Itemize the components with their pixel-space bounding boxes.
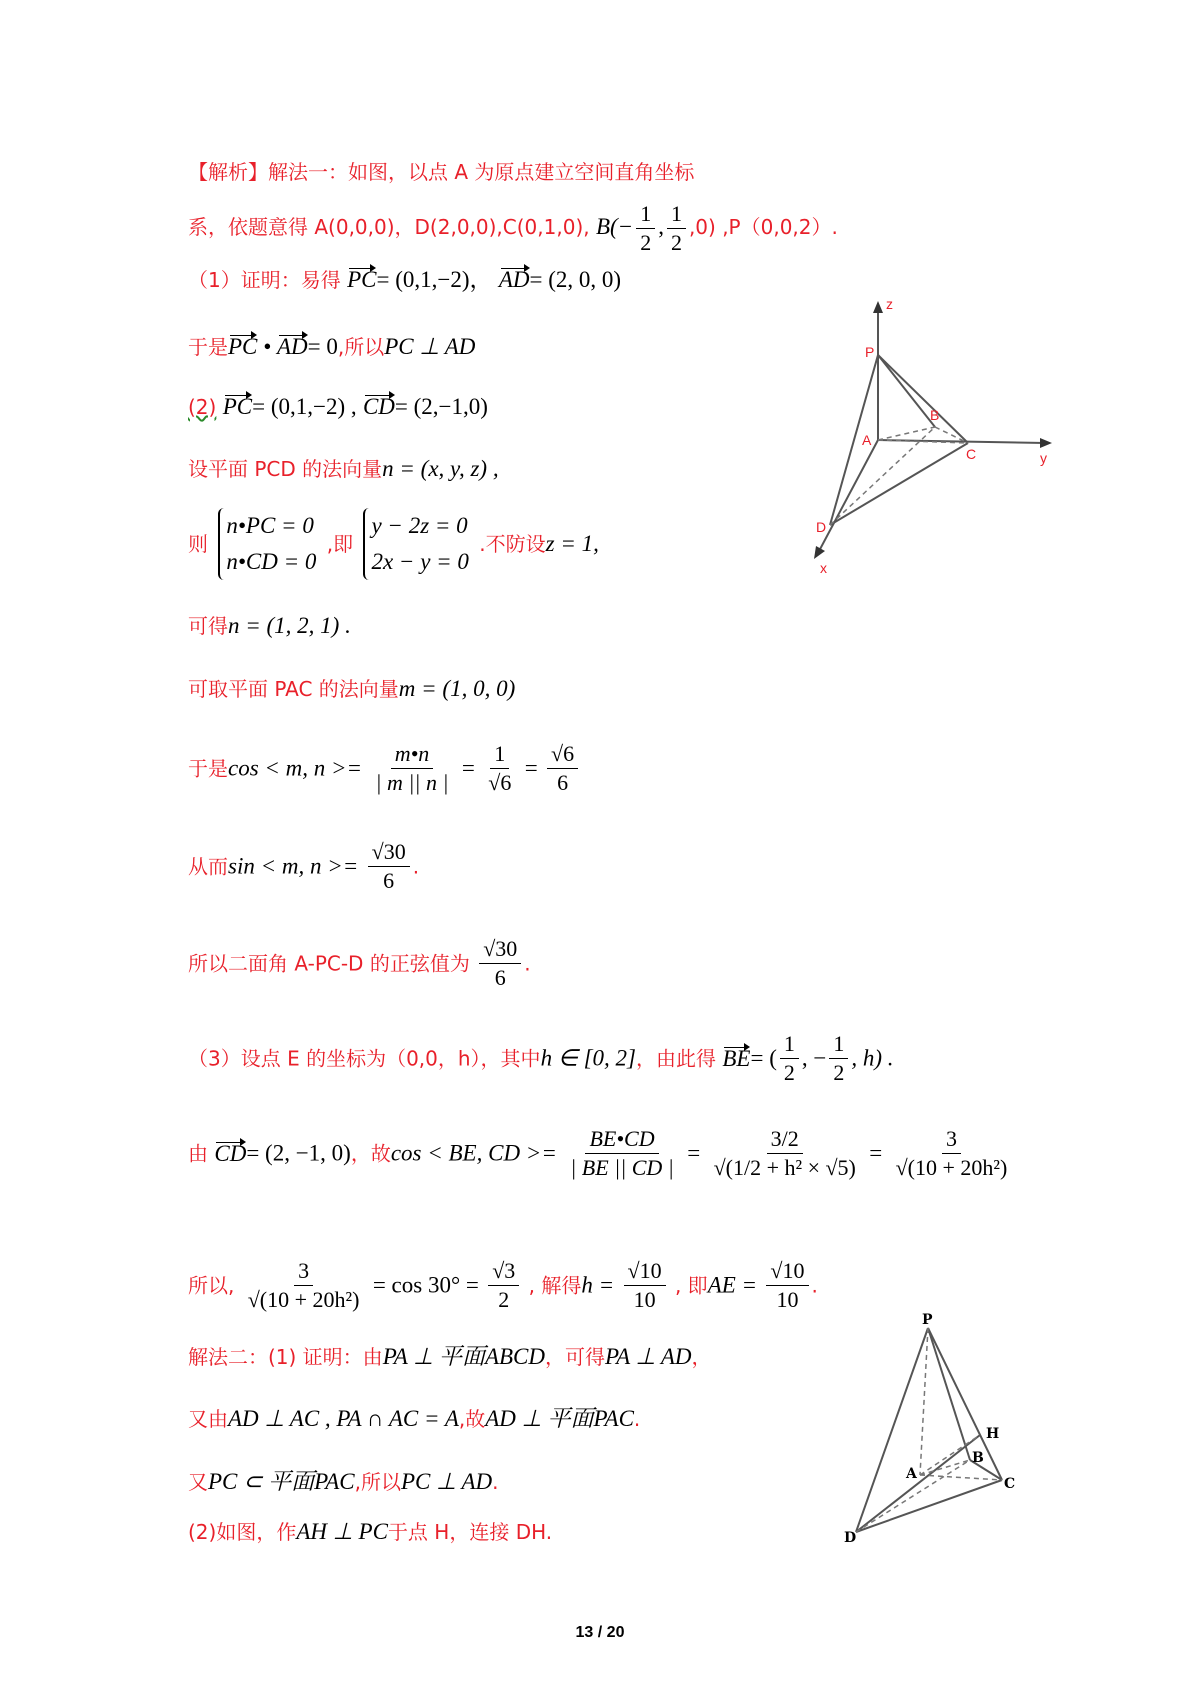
hence-text-2: ,故 <box>458 1407 486 1431</box>
frac-den: √(10 + 20h²) <box>895 1155 1008 1180</box>
pc-subset-plane: PC ⊂ 平面PAC <box>208 1469 355 1494</box>
label-a: A <box>862 432 872 448</box>
frac-den: √6 <box>488 770 512 795</box>
frac-num: √10 <box>766 1257 808 1286</box>
sin-frac <box>368 838 410 895</box>
sys2-eq1: y − 2z = 0 <box>371 513 468 538</box>
normal-m-intro: 可取平面 PAC 的法向量 <box>188 677 399 701</box>
period: . <box>633 1407 641 1431</box>
frac-num: 3 <box>294 1257 313 1286</box>
comma: ， <box>691 1345 712 1369</box>
sin-mn: sin < m, n >= <box>228 853 359 879</box>
also-text: 又由 <box>188 1407 228 1431</box>
pc-in-plane-line <box>188 1468 499 1496</box>
pa-perp-ad: PA ⊥ AD <box>605 1344 692 1369</box>
frac-num: 3/2 <box>767 1125 803 1154</box>
frac-num: m•n <box>391 740 434 769</box>
frac-den: 2 <box>833 1060 845 1085</box>
label-d: D <box>816 519 827 535</box>
n-value: n = (1, 2, 1) . <box>228 613 351 638</box>
cos30: = cos 30° = <box>372 1272 479 1298</box>
frac-num: 1 <box>667 200 686 229</box>
dot-zero: = 0 <box>307 334 338 359</box>
solution-heading <box>188 158 694 186</box>
frac-half-1 <box>636 200 655 257</box>
period: . <box>524 951 531 976</box>
ah-perp-pc: AH ⊥ PC <box>296 1519 388 1544</box>
period: . <box>412 854 420 879</box>
frac-num: √3 <box>488 1257 519 1286</box>
be-open: = ( <box>750 1045 777 1071</box>
label-x: x <box>820 560 827 576</box>
pa-perp-plane: PA ⊥ 平面ABCD <box>382 1344 545 1369</box>
part1-line: （1）证明：易得 PC= (0,1,−2)， AD= (2, 0, 0) <box>188 267 622 292</box>
part2-label: (2) <box>188 395 217 419</box>
hence-text: 从而 <box>188 854 228 879</box>
label-b: B <box>930 407 940 423</box>
z-axis-arrow-icon <box>873 301 883 313</box>
m-value: m = (1, 0, 0) <box>398 676 516 701</box>
frac-den: √(1/2 + h² × √5) <box>713 1155 856 1180</box>
therefore-text-2: 于是 <box>188 756 228 781</box>
h-range: h ∈ [0, 2] <box>540 1045 636 1071</box>
cos-line <box>188 740 581 797</box>
result-n-line <box>188 612 351 640</box>
cos-be-cd-line: 由 CD= (2, −1, 0)，故cos < BE, CD >= $\frac{BE•CD}{| BE || CD |}$ = $\frac{3/2}{\text{√(1/2 + h² × √5)}}$ = $\frac{3}{\text{√(10 + 20h²)}}$ <box>188 1125 1014 1182</box>
vec-cd-value: = (2,−1,0) <box>394 394 488 419</box>
sys1-eq2: n•CD = 0 <box>226 549 317 574</box>
connect-dh: 于点 H，连接 DH. <box>387 1520 553 1544</box>
ae-eq: AE = <box>707 1272 758 1298</box>
so-text-3: ,所以 <box>354 1470 401 1494</box>
solve-h-line <box>188 1257 818 1314</box>
frac-den: 2 <box>783 1060 795 1085</box>
therefore-text: 于是 <box>188 335 228 359</box>
frac-num: 1 <box>490 740 509 769</box>
sys1-eq1: n•PC = 0 <box>226 513 314 538</box>
frac-num: √6 <box>547 740 578 769</box>
label-z: z <box>886 296 893 312</box>
method-two-intro: 解法二：(1) 证明：由 <box>188 1345 383 1369</box>
h-eq: h = <box>581 1272 615 1298</box>
period: . <box>811 1273 818 1298</box>
normal-n-def: n = (x, y, z) , <box>382 456 499 481</box>
equals: = <box>461 755 475 781</box>
period: . <box>492 1470 499 1494</box>
namely-text: ,即 <box>326 532 354 556</box>
cos-frac-3 <box>547 740 578 797</box>
part2-vectors-line: (2) PC= (0,1,−2) , CD= (2,−1,0) <box>188 394 488 419</box>
vec-ad-value: = (2, 0, 0) <box>529 267 622 292</box>
pc-perp-ad: PC ⊥ AD <box>384 334 476 359</box>
frac-den: 2 <box>640 230 652 255</box>
cos-frac-2 <box>484 740 515 797</box>
dihedral-text: 所以二面角 A-PC-D 的正弦值为 <box>188 951 470 976</box>
frac-den: √(10 + 20h²) <box>247 1287 360 1312</box>
coord-text: 系，依题意得 A(0,0,0)，D(2,0,0),C(0,1,0), <box>188 215 590 239</box>
frac-num: 1 <box>829 1030 848 1059</box>
then-text: 则 <box>188 532 208 556</box>
vec-pc-value-2: = (0,1,−2) , <box>252 394 357 419</box>
ad-perp-plane: AD ⊥ 平面PAC <box>485 1406 634 1431</box>
from-text: 由 <box>188 1141 208 1166</box>
label-d2: D <box>844 1530 857 1546</box>
normal-vector-line <box>188 455 499 483</box>
be-frac-1 <box>780 1030 799 1087</box>
tetrahedron-h-figure <box>840 1310 1040 1550</box>
therefore-text-3: ，故 <box>350 1141 391 1166</box>
be-cd-frac-1 <box>566 1125 678 1182</box>
frac-den: 2 <box>498 1287 510 1312</box>
cos-be-cd: cos < BE, CD >= <box>390 1140 557 1166</box>
dot-product-line: 于是PC • AD= 0,所以PC ⊥ AD <box>188 334 476 359</box>
be-frac-2 <box>829 1030 848 1087</box>
thus-text: ，由此得 <box>636 1046 716 1071</box>
be-close: , h) . <box>851 1045 894 1071</box>
point-p-text: ,0) ,P（0,0,2）. <box>688 215 838 239</box>
solve-frac-3 <box>624 1257 666 1314</box>
pc-perp-ad-2: PC ⊥ AD <box>401 1469 493 1494</box>
coordinate-tetrahedron-figure <box>800 295 1060 585</box>
y-axis-arrow-icon <box>1040 438 1052 448</box>
assume-text: .不防设 <box>479 532 546 556</box>
solve-text: , 解得 <box>528 1273 582 1298</box>
coordinates-line: 系，依题意得 A(0,0,0)，D(2,0,0),C(0,1,0), B(− $\frac{1}{2}$ , $\frac{1}{2}$ ,0) ,P（0,0,2）. <box>188 201 838 255</box>
construct-ah-line <box>188 1518 552 1546</box>
label-p: P <box>865 344 875 360</box>
label-h: H <box>986 1426 1000 1442</box>
point-b-label: B(− <box>595 214 634 239</box>
obtain-text: 可得 <box>188 614 228 638</box>
label-y: y <box>1040 450 1047 466</box>
frac-den: 6 <box>383 868 395 893</box>
frac-den: 2 <box>670 230 682 255</box>
analysis-tag: 【解析】 <box>188 160 268 184</box>
frac-den: 6 <box>557 770 569 795</box>
label-p2: P <box>922 1312 933 1328</box>
solve-frac-4 <box>766 1257 808 1314</box>
frac-den: | BE || CD | <box>570 1155 674 1180</box>
frac-den: 10 <box>776 1287 799 1312</box>
frac-num: 3 <box>942 1125 961 1154</box>
frac-den: | m || n | <box>375 770 449 795</box>
namely-text-2: , 即 <box>674 1273 708 1298</box>
be-cd-frac-3 <box>892 1125 1012 1182</box>
part3-line: （3）设点 E 的坐标为（0,0，h），其中h ∈ [0, 2]，由此得 BE= ( $\frac{1}{2}$ , − $\frac{1}{2}$ , h) . <box>188 1031 894 1085</box>
part3-intro: （3）设点 E 的坐标为（0,0，h），其中 <box>188 1046 541 1071</box>
frac-num: √30 <box>479 935 521 964</box>
normal-m-line <box>188 675 515 703</box>
method-two-line <box>188 1343 712 1371</box>
label-a2: A <box>906 1466 917 1482</box>
system-line <box>188 508 599 580</box>
so-text-2: 所以, <box>188 1273 235 1298</box>
label-c2: C <box>1004 1476 1016 1492</box>
frac-num: √10 <box>624 1257 666 1286</box>
cos-mn: cos < m, n >= <box>228 755 363 781</box>
part1-intro: （1）证明：易得 <box>188 268 341 292</box>
obtain-text-2: ，可得 <box>545 1345 605 1369</box>
so-text: ,所以 <box>337 335 385 359</box>
dihedral-frac <box>479 935 521 992</box>
label-c: C <box>966 446 977 462</box>
solve-frac-2 <box>488 1257 519 1314</box>
method-one-intro: 解法一：如图，以点 A 为原点建立空间直角坐标 <box>268 160 695 184</box>
z-equals-one: z = 1, <box>545 531 599 556</box>
x-axis-arrow-icon <box>814 546 825 559</box>
ad-perp-line <box>188 1405 640 1433</box>
system-1 <box>218 508 316 580</box>
frac-num: BE•CD <box>585 1125 658 1154</box>
frac-num: 1 <box>780 1030 799 1059</box>
construct-intro: (2)如图，作 <box>188 1520 297 1544</box>
sin-line <box>188 838 419 895</box>
frac-den: 6 <box>494 965 506 990</box>
frac-num: 1 <box>636 200 655 229</box>
dihedral-line <box>188 935 531 992</box>
normal-intro: 设平面 PCD 的法向量 <box>188 457 383 481</box>
also-text-2: 又 <box>188 1470 208 1494</box>
cd-value: = (2, −1, 0) <box>246 1140 351 1166</box>
frac-half-2 <box>667 200 686 257</box>
system-2 <box>363 508 468 580</box>
page-number: 13 / 20 <box>575 1624 625 1641</box>
vec-pc-value: = (0,1,−2)， <box>376 267 493 292</box>
equals: = <box>524 755 538 781</box>
cos-frac-1 <box>371 740 452 797</box>
be-cd-frac-2 <box>710 1125 860 1182</box>
ad-perp-ac: AD ⊥ AC , PA ∩ AC = A <box>228 1406 459 1431</box>
frac-num: √30 <box>368 838 410 867</box>
label-b2: B <box>972 1450 984 1466</box>
sys2-eq2: 2x − y = 0 <box>371 549 469 574</box>
frac-den: 10 <box>633 1287 656 1312</box>
solve-frac-1 <box>244 1257 364 1314</box>
